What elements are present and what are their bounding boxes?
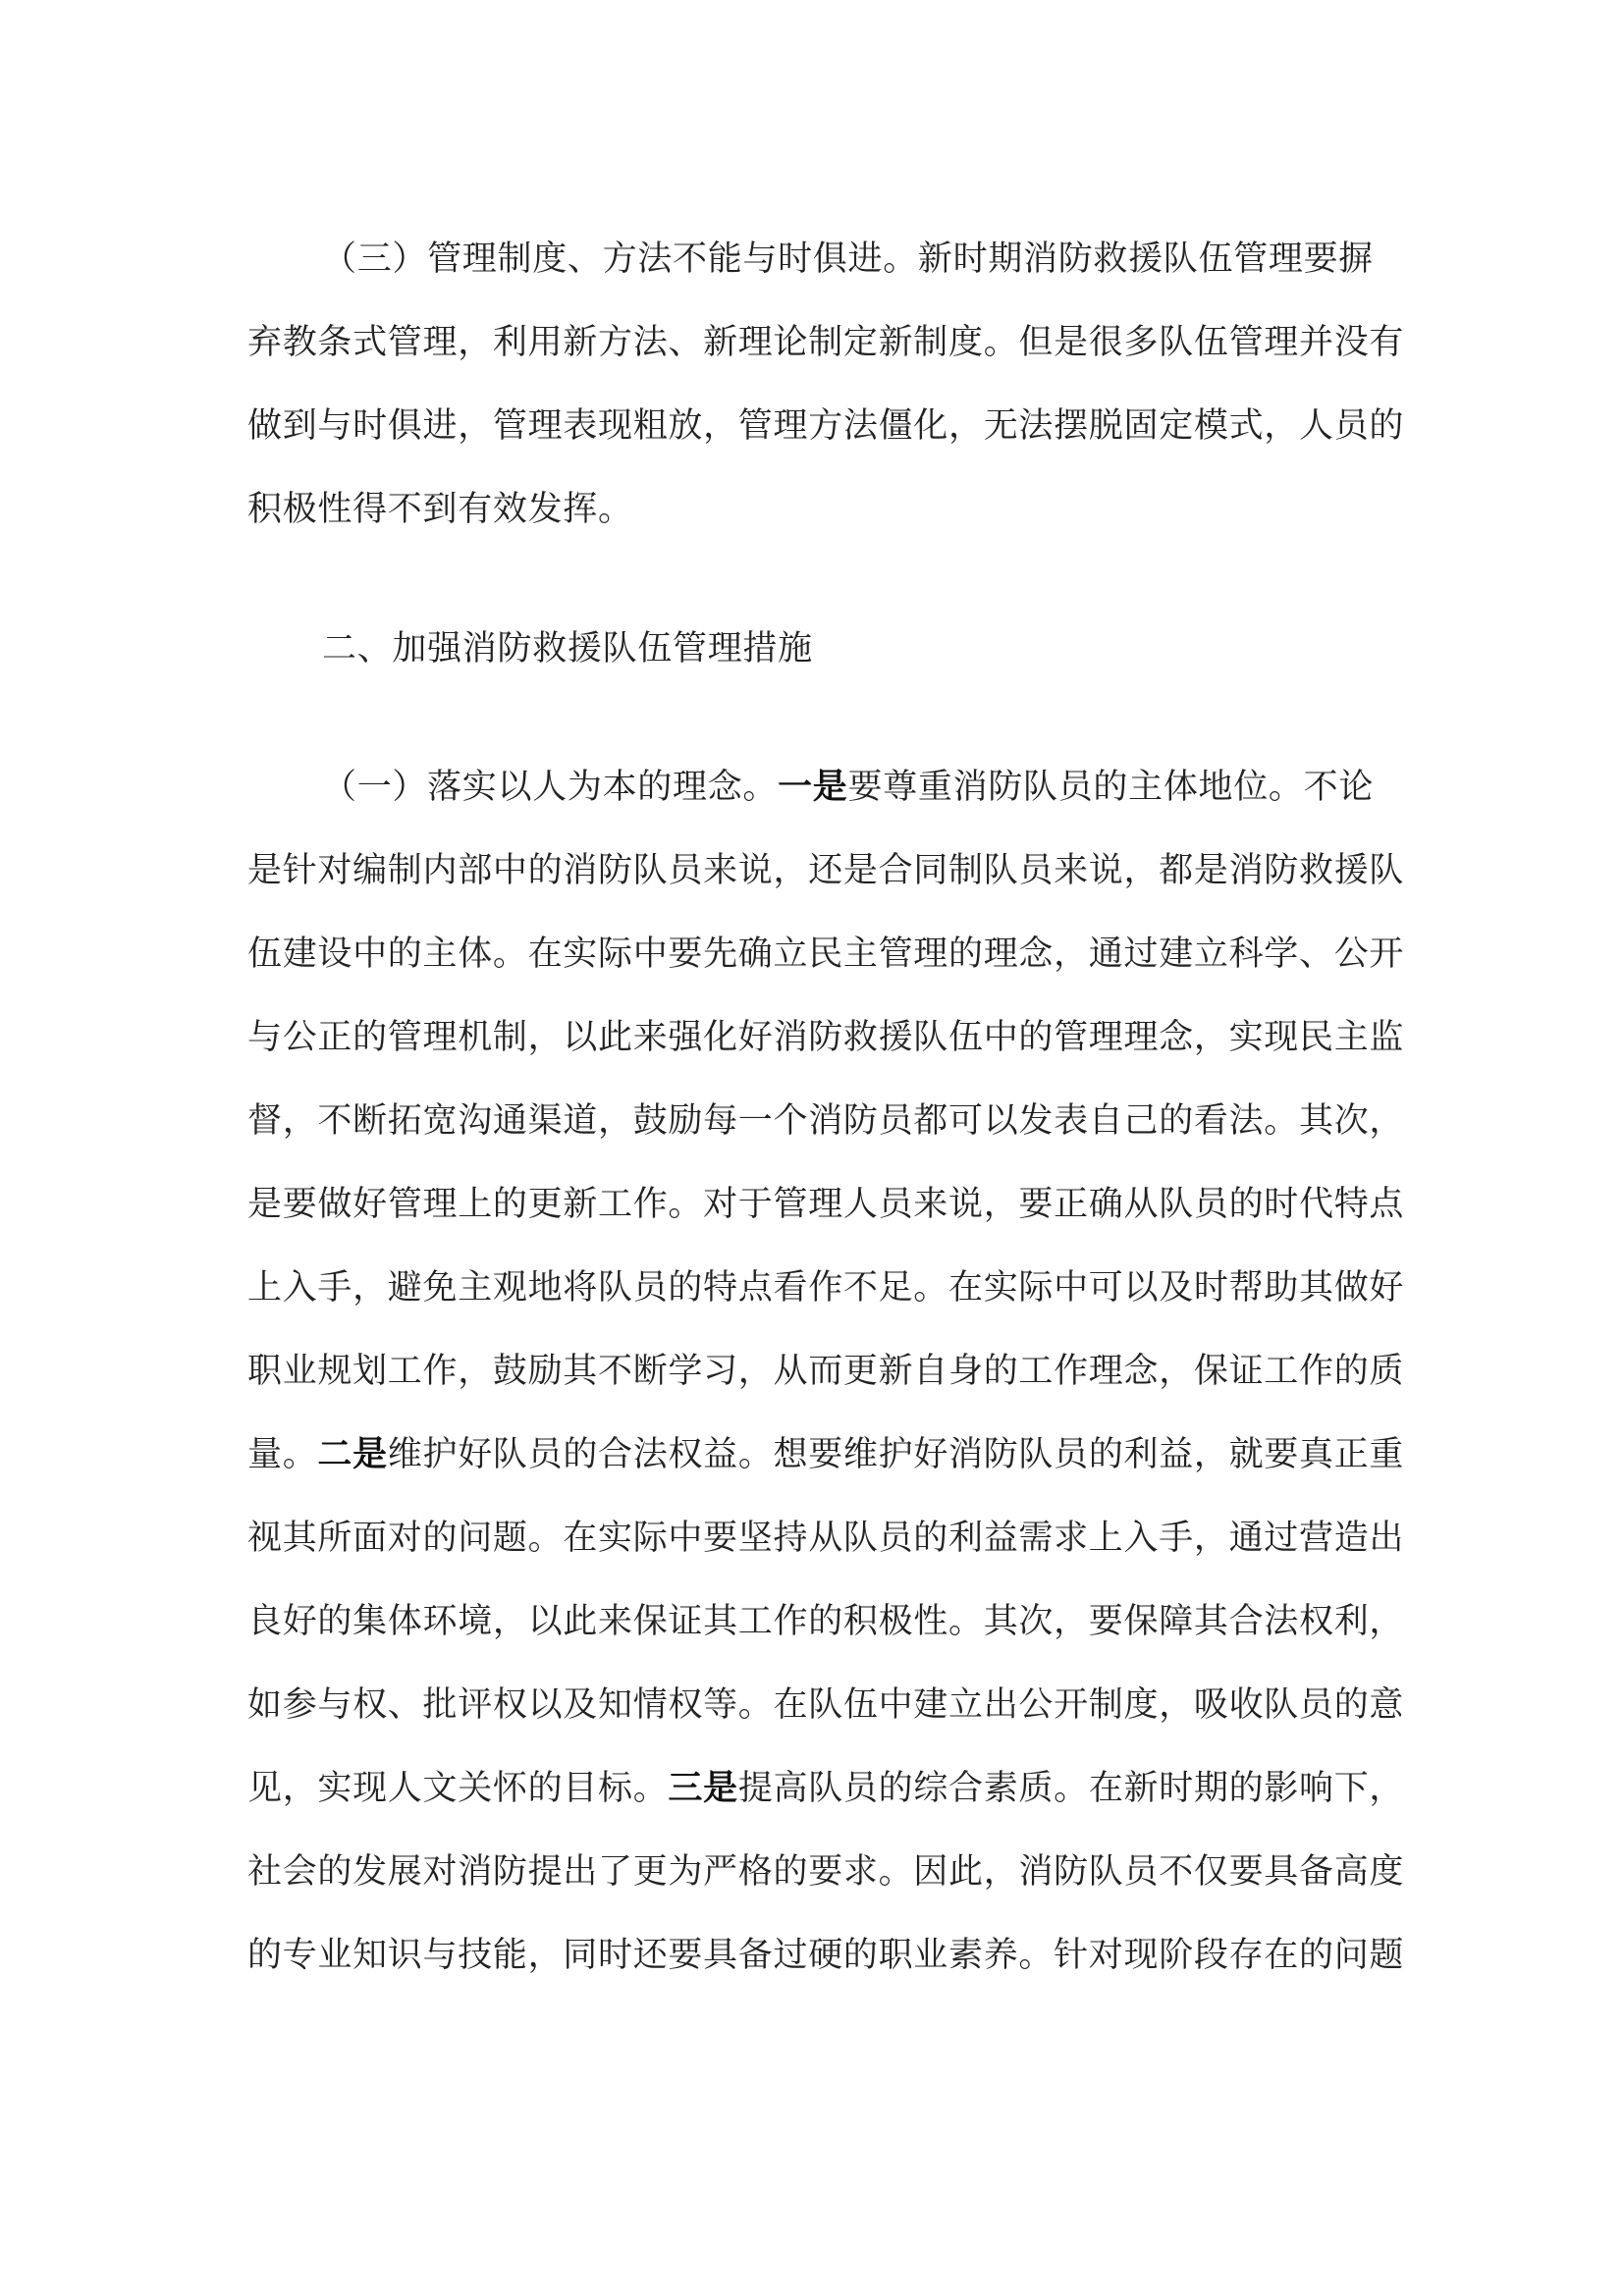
section-one-line-3: 伍建设中的主体。在实际中要先确立民主管理的理念，通过建立科学、公开 bbox=[247, 934, 1405, 974]
emphasis-third: 三是 bbox=[668, 1769, 738, 1808]
section-one-line-10: 视其所面对的问题。在实际中要坚持从队员的利益需求上入手，通过营造出 bbox=[247, 1519, 1405, 1558]
line-text: 维护好队员的合法权益。想要维护好消防队员的利益，就要真正重 bbox=[387, 1435, 1405, 1474]
section-one-line-4: 与公正的管理机制，以此来强化好消防救援队伍中的管理理念，实现民主监 bbox=[247, 1018, 1405, 1057]
section-one-line-12: 如参与权、批评权以及知情权等。在队伍中建立出公开制度，吸收队员的意 bbox=[247, 1685, 1405, 1725]
section-three-line-3: 做到与时俱进，管理表现粗放，管理方法僵化，无法摆脱固定模式，人员的 bbox=[247, 406, 1405, 446]
line-text: 见，实现人文关怀的目标。 bbox=[247, 1769, 669, 1808]
section-one-line-8: 职业规划工作，鼓励其不断学习，从而更新自身的工作理念，保证工作的质 bbox=[247, 1352, 1405, 1391]
section-one-line-7: 上入手，避免主观地将队员的特点看作不足。在实际中可以及时帮助其做好 bbox=[247, 1268, 1405, 1308]
emphasis-second: 二是 bbox=[317, 1435, 388, 1474]
line-text: 要尊重消防队员的主体地位。不论 bbox=[847, 768, 1375, 807]
section-one-line-5: 督，不断拓宽沟通渠道，鼓励每一个消防员都可以发表自己的看法。其次， bbox=[247, 1101, 1405, 1141]
section-three-line-2: 弃教条式管理，利用新方法、新理论制定新制度。但是很多队伍管理并没有 bbox=[247, 323, 1405, 362]
line-text: 量。 bbox=[247, 1435, 318, 1474]
section-one-line-2: 是针对编制内部中的消防队员来说，还是合同制队员来说，都是消防救援队 bbox=[247, 851, 1405, 890]
section-one-line-13 bbox=[247, 1765, 1404, 1812]
section-one-line-11: 良好的集体环境，以此来保证其工作的积极性。其次，要保障其合法权利， bbox=[247, 1602, 1405, 1641]
section-one-line-6: 是要做好管理上的更新工作。对于管理人员来说，要正确从队员的时代特点 bbox=[247, 1185, 1405, 1224]
section-one-line-14: 社会的发展对消防提出了更为严格的要求。因此，消防队员不仅要具备高度 bbox=[247, 1852, 1405, 1892]
section-one-line-9 bbox=[247, 1431, 1404, 1478]
line-text: 提高队员的综合素质。在新时期的影响下， bbox=[737, 1769, 1405, 1808]
section-one-line-15: 的专业知识与技能，同时还要具备过硬的职业素养。针对现阶段存在的问题 bbox=[247, 1936, 1405, 1975]
section-three-line-1: （三）管理制度、方法不能与时俱进。新时期消防救援队伍管理要摒 bbox=[322, 240, 1375, 279]
emphasis-first: 一是 bbox=[778, 768, 848, 807]
line-text: （一）落实以人为本的理念。 bbox=[322, 768, 779, 807]
section-one-line-1 bbox=[322, 764, 1374, 811]
section-three-line-4: 积极性得不到有效发挥。 bbox=[247, 490, 633, 529]
section-heading: 二、加强消防救援队伍管理措施 bbox=[322, 629, 813, 668]
